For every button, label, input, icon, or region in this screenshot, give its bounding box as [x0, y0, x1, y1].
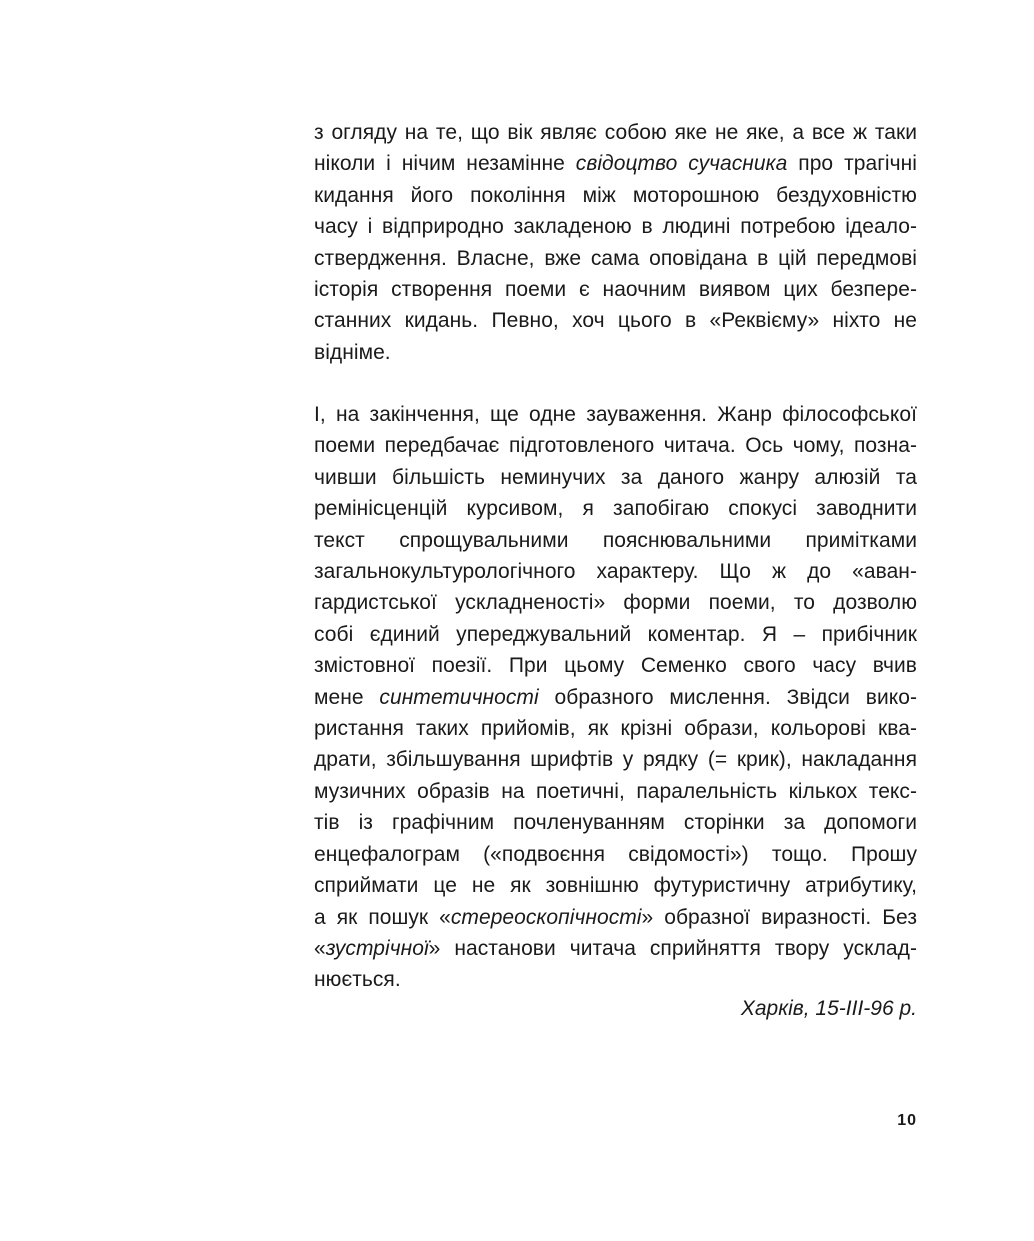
text-line [314, 682, 917, 713]
text-line [314, 807, 917, 838]
text-segment: часу і відприродно закладеною в людині потребою ідеало- [314, 215, 917, 239]
text-line [314, 902, 917, 933]
text-segment: тів із графічним почленуванням сторінки за допомоги [314, 811, 917, 835]
text-line [314, 430, 917, 461]
text-line [314, 870, 917, 901]
text-segment: загальнокультурологічного характеру. Що ж до «аван- [314, 560, 917, 584]
text-line [314, 211, 917, 242]
text-segment: « [314, 936, 326, 960]
text-segment: текст спрощувальними пояснювальними примітками [314, 528, 917, 552]
text-line [314, 399, 917, 430]
text-segment: ніколи і нічим незамінне [314, 152, 576, 176]
text-segment: про трагічні [787, 152, 917, 176]
text-segment: ствердження. Власне, вже сама оповідана в цій передмові [314, 246, 917, 270]
text-segment: сприймати це не як зовнішню футуристичну атрибутику, [314, 874, 917, 898]
text-segment: ремінісценцій курсивом, я запобігаю спокусі заводнити [314, 497, 917, 521]
text-segment: » образної виразності. Без [641, 905, 917, 929]
text-segment: кидання його покоління між моторошною бездуховністю [314, 183, 917, 207]
text-segment: » настанови читача сприйняття твору усклад- [428, 936, 917, 960]
text-segment: змістовної поезії. При цьому Семенко свого часу вчив [314, 654, 917, 678]
text-line [314, 117, 917, 148]
text-line [314, 337, 917, 368]
text-segment: нюється. [314, 968, 401, 992]
italic-text-segment: свідоцтво сучасника [575, 152, 788, 176]
text-line [314, 650, 917, 681]
text-line [314, 180, 917, 211]
text-segment: з огляду на те, що вік являє собою яке не яке, а все ж таки [314, 121, 917, 144]
italic-text-segment: зустрічної [325, 936, 429, 960]
text-line [314, 839, 917, 870]
text-segment: собі єдиний упереджувальний коментар. Я – прибічник [314, 622, 917, 646]
text-line [314, 462, 917, 493]
text-segment: драти, збільшування шрифтів у рядку (= крик), накладання [314, 748, 917, 772]
text-segment: гардистської ускладненості» форми поеми, то дозволю [314, 591, 917, 615]
text-line [314, 587, 917, 618]
text-line [314, 556, 917, 587]
text-line [314, 148, 917, 179]
paragraph-1 [314, 117, 917, 368]
text-line [314, 776, 917, 807]
text-segment: мене [314, 685, 380, 709]
text-line [314, 243, 917, 274]
text-line [314, 713, 917, 744]
text-line [314, 493, 917, 524]
italic-text-segment: стереоскопічності [450, 905, 642, 929]
text-line [314, 305, 917, 336]
text-segment: а як пошук « [314, 905, 451, 929]
text-line [314, 274, 917, 305]
text-segment: ристання таких прийомів, як крізні образи, кольорові ква- [314, 717, 917, 741]
page-number: 10 [897, 1112, 917, 1129]
text-line [314, 933, 917, 964]
text-line [314, 619, 917, 650]
text-segment: І, на закінчення, ще одне зауваження. Жанр філософської [314, 403, 917, 426]
text-segment: музичних образів на поетичні, паралельність кількох текс- [314, 779, 917, 803]
text-segment: поеми передбачає підготовленого читача. Ось чому, позна- [314, 434, 917, 458]
text-segment: чивши більшість неминучих за даного жанру алюзій та [314, 465, 917, 489]
text-line [314, 964, 917, 995]
text-line [314, 525, 917, 556]
text-segment: образного мислення. Звідси вико- [538, 685, 917, 709]
signature-date: Харків, 15-III-96 р. [740, 997, 917, 1020]
paragraph-2 [314, 399, 917, 996]
text-segment: станних кидань. Певно, хоч цього в «Реквієму» ніхто не [314, 309, 917, 333]
text-segment: відніме. [314, 340, 391, 364]
text-segment: енцефалограм («подвоєння свідомості») тощо. Прошу [314, 842, 917, 866]
italic-text-segment: синтетичності [379, 685, 539, 709]
text-line [314, 744, 917, 775]
text-segment: історія створення поеми є наочним виявом цих безпере- [314, 278, 917, 302]
